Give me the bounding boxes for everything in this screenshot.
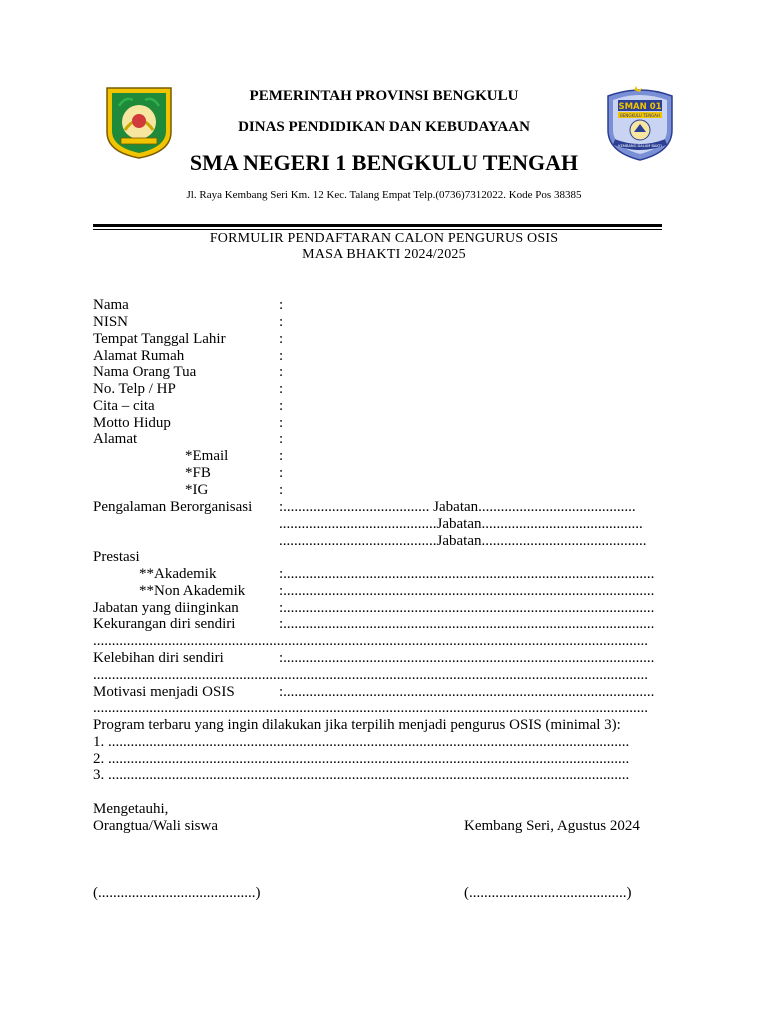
- field-colon: :: [279, 465, 284, 481]
- agency-header: DINAS PENDIDIKAN DAN KEBUDAYAAN: [238, 119, 530, 135]
- motivasi-extra-line: ....................................................................................................................................................: [93, 700, 648, 716]
- signature-parent-label: Orangtua/Wali siswa: [93, 818, 219, 834]
- field-label: Tempat Tanggal Lahir: [93, 331, 226, 347]
- organisasi-line-1: :....................................... Jabatan..........................................: [279, 499, 636, 515]
- kelebihan-value: :...................................................................................................: [279, 650, 655, 666]
- kekurangan-label: Kekurangan diri sendiri: [93, 616, 236, 632]
- header-divider-thick: [93, 224, 662, 227]
- akademik-value: :...................................................................................................: [279, 566, 655, 582]
- emblem-mid-text: BENGKULU TENGAH: [620, 113, 660, 118]
- organisasi-line-2: ..........................................Jabatan...........................................: [279, 516, 643, 532]
- program-line-1: 1. ...........................................................................................................................................: [93, 734, 630, 750]
- field-colon: :: [279, 348, 284, 364]
- emblem-bottom-text: KEMBANG DALAM BAKTI: [618, 144, 662, 148]
- field-label: Nama Orang Tua: [93, 364, 197, 380]
- header-divider-thin: [93, 229, 662, 230]
- field-colon: :: [279, 448, 284, 464]
- form-subtitle: MASA BHAKTI 2024/2025: [302, 247, 466, 262]
- prestasi-label: Prestasi: [93, 549, 140, 565]
- signature-left-blank: (..........................................): [93, 885, 261, 901]
- field-label: NISN: [93, 314, 129, 330]
- field-colon: :: [279, 482, 284, 498]
- form-title: FORMULIR PENDAFTARAN CALON PENGURUS OSIS: [209, 231, 559, 246]
- emblem-top-text: SMAN 01: [618, 102, 662, 112]
- field-label: Motto Hidup: [93, 415, 171, 431]
- signature-known-by: Mengetauhi,: [93, 801, 169, 817]
- non-akademik-label: **Non Akademik: [139, 583, 246, 599]
- jabatan-value: :...................................................................................................: [279, 600, 655, 616]
- field-colon: :: [279, 314, 284, 330]
- field-label: Nama: [93, 297, 129, 313]
- field-label: Alamat: [93, 431, 138, 447]
- kelebihan-label: Kelebihan diri sendiri: [93, 650, 224, 666]
- motivasi-value: :...................................................................................................: [279, 684, 655, 700]
- field-label: *Email: [185, 448, 229, 464]
- field-label: Cita – cita: [93, 398, 155, 414]
- program-line-2: 2. ...........................................................................................................................................: [93, 751, 630, 767]
- field-label: *FB: [185, 465, 211, 481]
- field-colon: :: [279, 431, 284, 447]
- akademik-label: **Akademik: [139, 566, 217, 582]
- gov-header: PEMERINTAH PROVINSI BENGKULU: [249, 88, 519, 104]
- school-name: SMA NEGERI 1 BENGKULU TENGAH: [189, 150, 579, 175]
- organisasi-line-3: ..........................................Jabatan............................................: [279, 533, 647, 549]
- program-label: Program terbaru yang ingin dilakukan jika terpilih menjadi pengurus OSIS (minimal 3):: [93, 717, 621, 733]
- kekurangan-value: :...................................................................................................: [279, 616, 655, 632]
- kelebihan-extra-line: ....................................................................................................................................................: [93, 667, 648, 683]
- field-colon: :: [279, 415, 284, 431]
- field-label: *IG: [185, 482, 209, 498]
- signature-right-blank: (..........................................): [464, 885, 632, 901]
- school-address: Jl. Raya Kembang Seri Km. 12 Kec. Talang Empat Telp.(0736)7312022. Kode Pos 38385: [186, 189, 582, 201]
- field-colon: :: [279, 381, 284, 397]
- field-colon: :: [279, 364, 284, 380]
- motivasi-label: Motivasi menjadi OSIS: [93, 684, 235, 700]
- program-line-3: 3. ...........................................................................................................................................: [93, 767, 630, 783]
- field-colon: :: [279, 398, 284, 414]
- field-label: No. Telp / HP: [93, 381, 176, 397]
- organisasi-label: Pengalaman Berorganisasi: [93, 499, 253, 515]
- field-colon: :: [279, 331, 284, 347]
- kekurangan-extra-line: ....................................................................................................................................................: [93, 633, 648, 649]
- jabatan-label: Jabatan yang diinginkan: [93, 600, 239, 616]
- field-colon: :: [279, 297, 284, 313]
- signature-place-date: Kembang Seri, Agustus 2024: [464, 818, 640, 834]
- field-label: Alamat Rumah: [93, 348, 185, 364]
- non-akademik-value: :...................................................................................................: [279, 583, 655, 599]
